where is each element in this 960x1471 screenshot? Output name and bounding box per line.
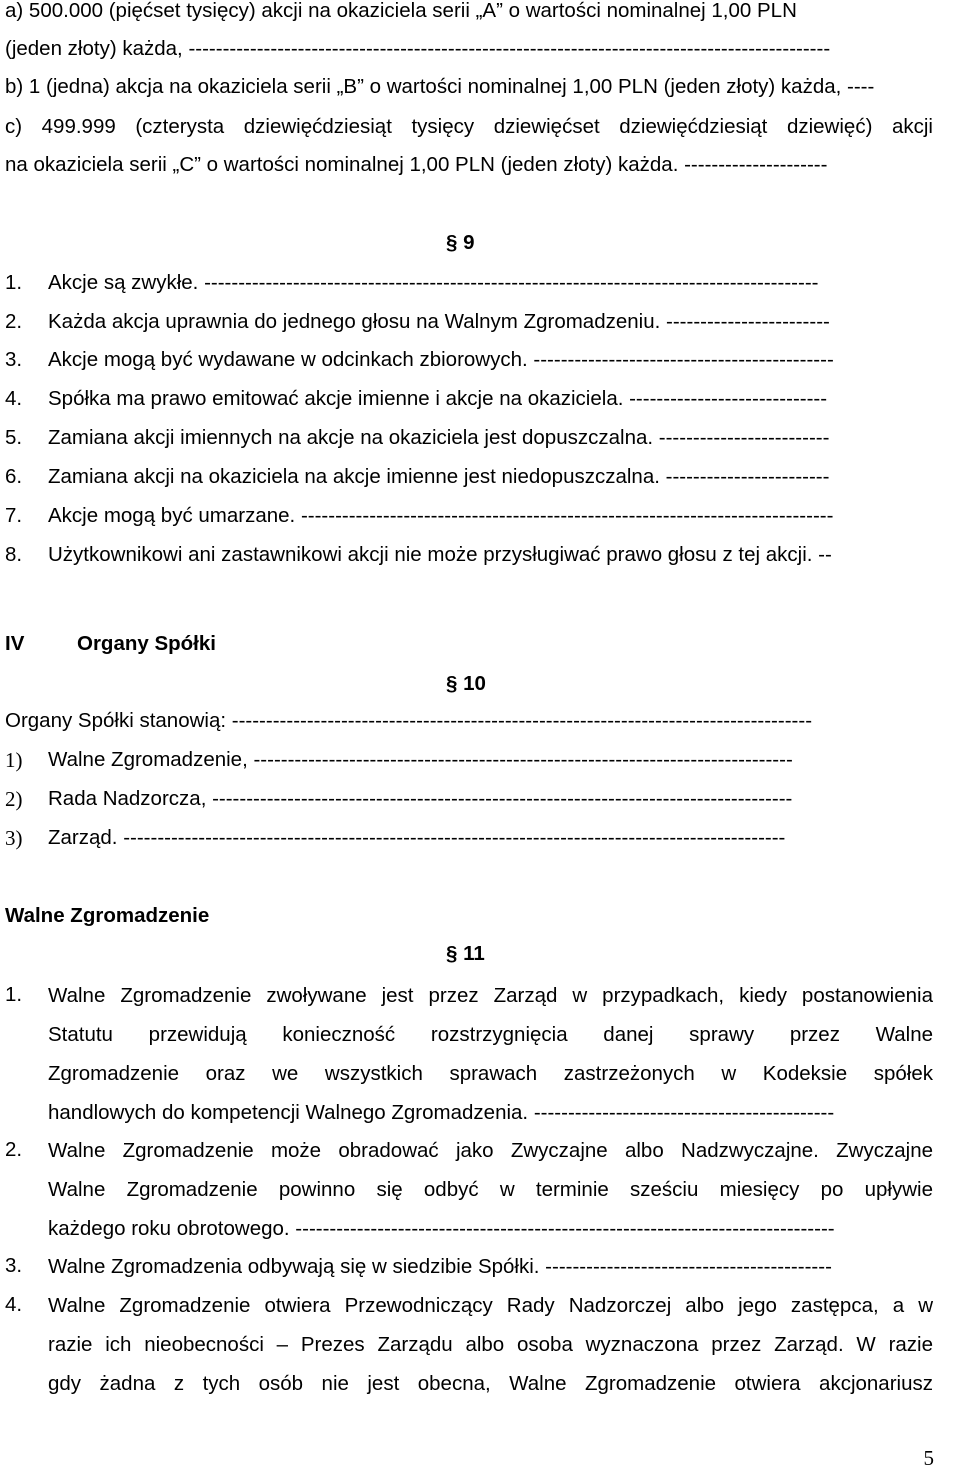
list-item-number: 1) — [5, 748, 23, 772]
list-item-number: 2. — [5, 310, 23, 333]
list-item-number: 6. — [5, 465, 23, 488]
list-item-number: 3) — [5, 826, 23, 850]
list-item-text: Zamiana akcji imiennych na akcje na okaziciela jest dopuszczalna. ------------------------- — [48, 426, 830, 449]
list-item-number: 4. — [5, 1293, 23, 1316]
list-item-paragraph — [48, 1286, 933, 1403]
list-item-text: Użytkownikowi ani zastawnikowi akcji nie może przysługiwać prawo głosu z tej akcji. -- — [48, 543, 832, 566]
list-item-text: Akcje są zwykłe. ------------------------------------------------------------------------------------------ — [48, 271, 819, 294]
subsection-title: Walne Zgromadzenie — [5, 904, 210, 927]
list-item-text: Akcje mogą być umarzane. ------------------------------------------------------------------------------ — [48, 504, 834, 527]
section-title: Organy Spółki — [77, 632, 216, 655]
paragraph-line: gdy żadna z tych osób nie jest obecna, Walne Zgromadzenie otwiera akcjonariusz — [48, 1372, 933, 1395]
paragraph-line: Walne Zgromadzenia odbywają się w siedzibie Spółki. ------------------------------------------ — [48, 1255, 832, 1278]
list-item-number: 2) — [5, 787, 23, 811]
list-item-text: Rada Nadzorcza, ------------------------------------------------------------------------------------- — [48, 787, 793, 810]
share-series-a-line2: (jeden złoty) każda, ---------------------------------------------------------------------------------------------- — [5, 37, 831, 60]
paragraph-line: handlowych do kompetencji Walnego Zgromadzenia. -------------------------------------------- — [48, 1101, 835, 1124]
list-item-paragraph — [48, 1247, 933, 1286]
paragraph-line: Zgromadzenie oraz we wszystkich sprawach zastrzeżonych w Kodeksie spółek — [48, 1062, 933, 1085]
paragraph-line: Walne Zgromadzenie powinno się odbyć w terminie sześciu miesięcy po upływie — [48, 1178, 933, 1201]
share-series-b-line: b) 1 (jedna) akcja na okaziciela serii „B” o wartości nominalnej 1,00 PLN (jeden złoty) każda, ---- — [5, 75, 875, 98]
list-item-text: Spółka ma prawo emitować akcje imienne i akcje na okaziciela. ----------------------------- — [48, 387, 828, 410]
paragraph-line: Walne Zgromadzenie zwoływane jest przez Zarząd w przypadkach, kiedy postanowienia — [48, 984, 933, 1007]
list-item-number: 8. — [5, 543, 23, 566]
share-series-c-line1: c) 499.999 (czterysta dziewięćdziesiąt tysięcy dziewięćset dziewięćdziesiąt dziewięć) akcji — [5, 115, 933, 138]
paragraph-line: Walne Zgromadzenie może obradować jako Zwyczajne albo Nadzwyczajne. Zwyczajne — [48, 1139, 933, 1162]
list-item-text: Zarząd. ------------------------------------------------------------------------------------------------- — [48, 826, 786, 849]
paragraph-line: Walne Zgromadzenie otwiera Przewodniczący Rady Nadzorczej albo jego zastępca, a w — [48, 1294, 933, 1317]
list-item-number: 7. — [5, 504, 23, 527]
section-roman-numeral: IV — [5, 632, 25, 655]
paragraph-line: Statutu przewidują konieczność rozstrzygnięcia danej sprawy przez Walne — [48, 1023, 933, 1046]
list-item-paragraph — [48, 1131, 933, 1248]
list-item-text: Walne Zgromadzenie, ------------------------------------------------------------------------------- — [48, 748, 793, 771]
paragraph-line: każdego roku obrotowego. ------------------------------------------------------------------------------- — [48, 1217, 835, 1240]
list-item-number: 1. — [5, 983, 23, 1006]
list-item-text: Zamiana akcji na okaziciela na akcje imienne jest niedopuszczalna. ------------------------ — [48, 465, 830, 488]
paragraph-line: razie ich nieobecności – Prezes Zarządu albo osoba wyznaczona przez Zarząd. W razie — [48, 1333, 933, 1356]
page-number: 5 — [923, 1446, 934, 1470]
section-10-intro: Organy Spółki stanowią: ------------------------------------------------------------------------------------- — [5, 709, 813, 732]
list-item-number: 4. — [5, 387, 23, 410]
list-item-number: 3. — [5, 348, 23, 371]
list-item-text: Każda akcja uprawnia do jednego głosu na Walnym Zgromadzeniu. ------------------------ — [48, 310, 830, 333]
list-item-number: 5. — [5, 426, 23, 449]
share-series-a-line1: a) 500.000 (pięćset tysięcy) akcji na okaziciela serii „A” o wartości nominalnej 1,00 PLN — [5, 0, 797, 22]
list-item-number: 1. — [5, 271, 23, 294]
list-item-number: 3. — [5, 1254, 23, 1277]
section-11-heading: § 11 — [446, 942, 485, 965]
section-9-heading: § 9 — [446, 231, 475, 254]
list-item-text: Akcje mogą być wydawane w odcinkach zbiorowych. -------------------------------------------- — [48, 348, 834, 371]
list-item-number: 2. — [5, 1138, 23, 1161]
list-item-paragraph — [48, 976, 933, 1132]
share-series-c-line2: na okaziciela serii „C” o wartości nominalnej 1,00 PLN (jeden złoty) każda. --------------------- — [5, 153, 828, 176]
section-10-heading: § 10 — [446, 672, 486, 695]
